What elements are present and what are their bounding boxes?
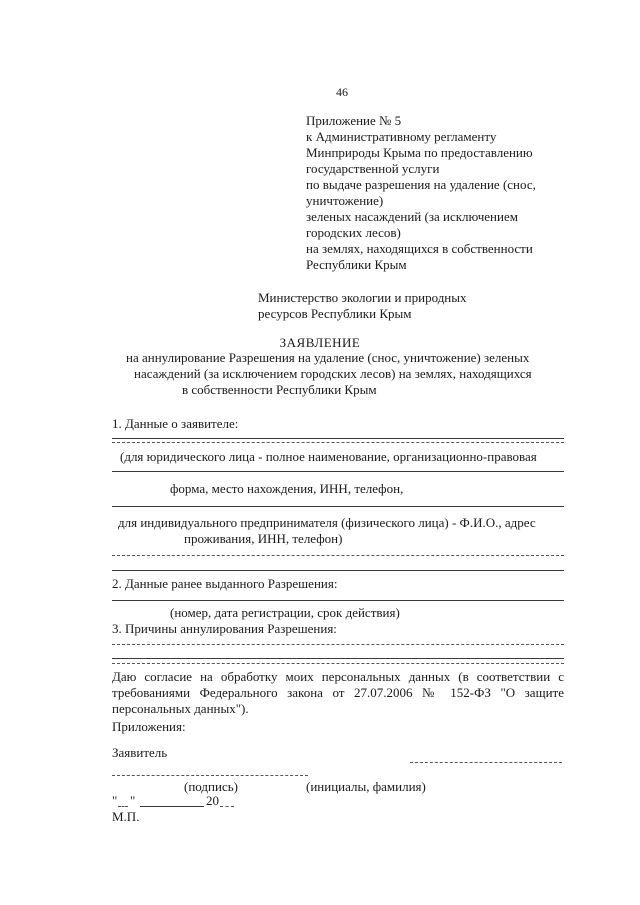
page-number: 46 [336,85,348,99]
date-year-prefix: 20 [206,793,219,808]
date-year-field[interactable] [220,806,234,807]
stamp-label: М.П. [112,809,140,824]
hint-individual-1: для индивидуального предпринимателя (физического лица) - Ф.И.О., адрес [118,515,536,530]
appendix-line: на землях, находящихся в собственности [306,241,533,256]
appendix-line: уничтожение) [306,193,384,208]
appendix-line: к Административному регламенту [306,129,497,144]
appendix-line: Приложение № 5 [306,113,402,128]
appendix-line: государственной услуги [306,161,440,176]
applicant-label: Заявитель [112,745,168,760]
appendix-line: Республики Крым [306,257,407,272]
consent-block [112,669,564,735]
subtitle-line: насаждений (за исключением городских лесов) на землях, находящихся [134,366,532,381]
addressee-line: Министерство экологии и природных [258,290,467,305]
hint-signature: (подпись) [184,779,238,794]
appendix-line: городских лесов) [306,225,401,240]
addressee-line: ресурсов Республики Крым [258,306,412,321]
section-2-heading: 2. Данные ранее выданного Разрешения: [112,576,338,591]
hint-legal-entity-2: форма, место нахождения, ИНН, телефон, [170,481,404,496]
date-quote-open: " [112,793,118,808]
date-day-field[interactable] [118,806,128,807]
permit-data-field-line[interactable] [112,600,564,601]
appendix-header [306,113,536,273]
reasons-field-line-2[interactable] [112,658,564,659]
applicant-field-underline-1 [112,442,564,443]
hint-name: (инициалы, фамилия) [306,779,426,794]
applicant-field-line-2[interactable] [112,471,564,472]
date-month-field[interactable] [140,806,204,807]
name-field-line[interactable] [410,762,562,763]
appendix-line: зеленых насаждений (за исключением [306,209,518,224]
date-quote-close: " [130,793,136,808]
section-1-heading: 1. Данные о заявителе: [112,416,239,431]
signature-field-line[interactable] [112,775,308,776]
addressee [258,290,467,322]
hint-legal-entity-1: (для юридического лица - полное наименование, организационно-правовая [120,449,537,464]
applicant-field-line-3[interactable] [112,506,564,507]
applicant-field-line-5[interactable] [112,570,564,571]
subtitle-line: в собственности Республики Крым [182,382,377,397]
document-title: ЗАЯВЛЕНИЕ [279,335,361,350]
applicant-field-line-1[interactable] [112,438,564,439]
appendix-line: Минприроды Крыма по предоставлению [306,145,533,160]
section-3-heading: 3. Причины аннулирования Разрешения: [112,621,337,636]
attachments-label: Приложения: [112,719,186,734]
hint-individual-2: проживания, ИНН, телефон) [184,531,343,546]
reasons-field-line-3[interactable] [112,663,564,664]
appendix-line: по выдаче разрешения на удаление (снос, [306,177,536,192]
hint-permit-data: (номер, дата регистрации, срок действия) [170,605,400,620]
subtitle-line: на аннулирование Разрешения на удаление (снос, уничтожение) зеленых [126,350,530,365]
reasons-field-line-1[interactable] [112,644,564,645]
applicant-field-line-4[interactable] [112,555,564,556]
document-subtitle [126,350,532,398]
consent-text: Даю согласие на обработку моих персональных данных (в соответствии с требованиями Федерального закона от 27.07.2006 № 152-ФЗ "О защите персональных данных"). [112,669,564,716]
